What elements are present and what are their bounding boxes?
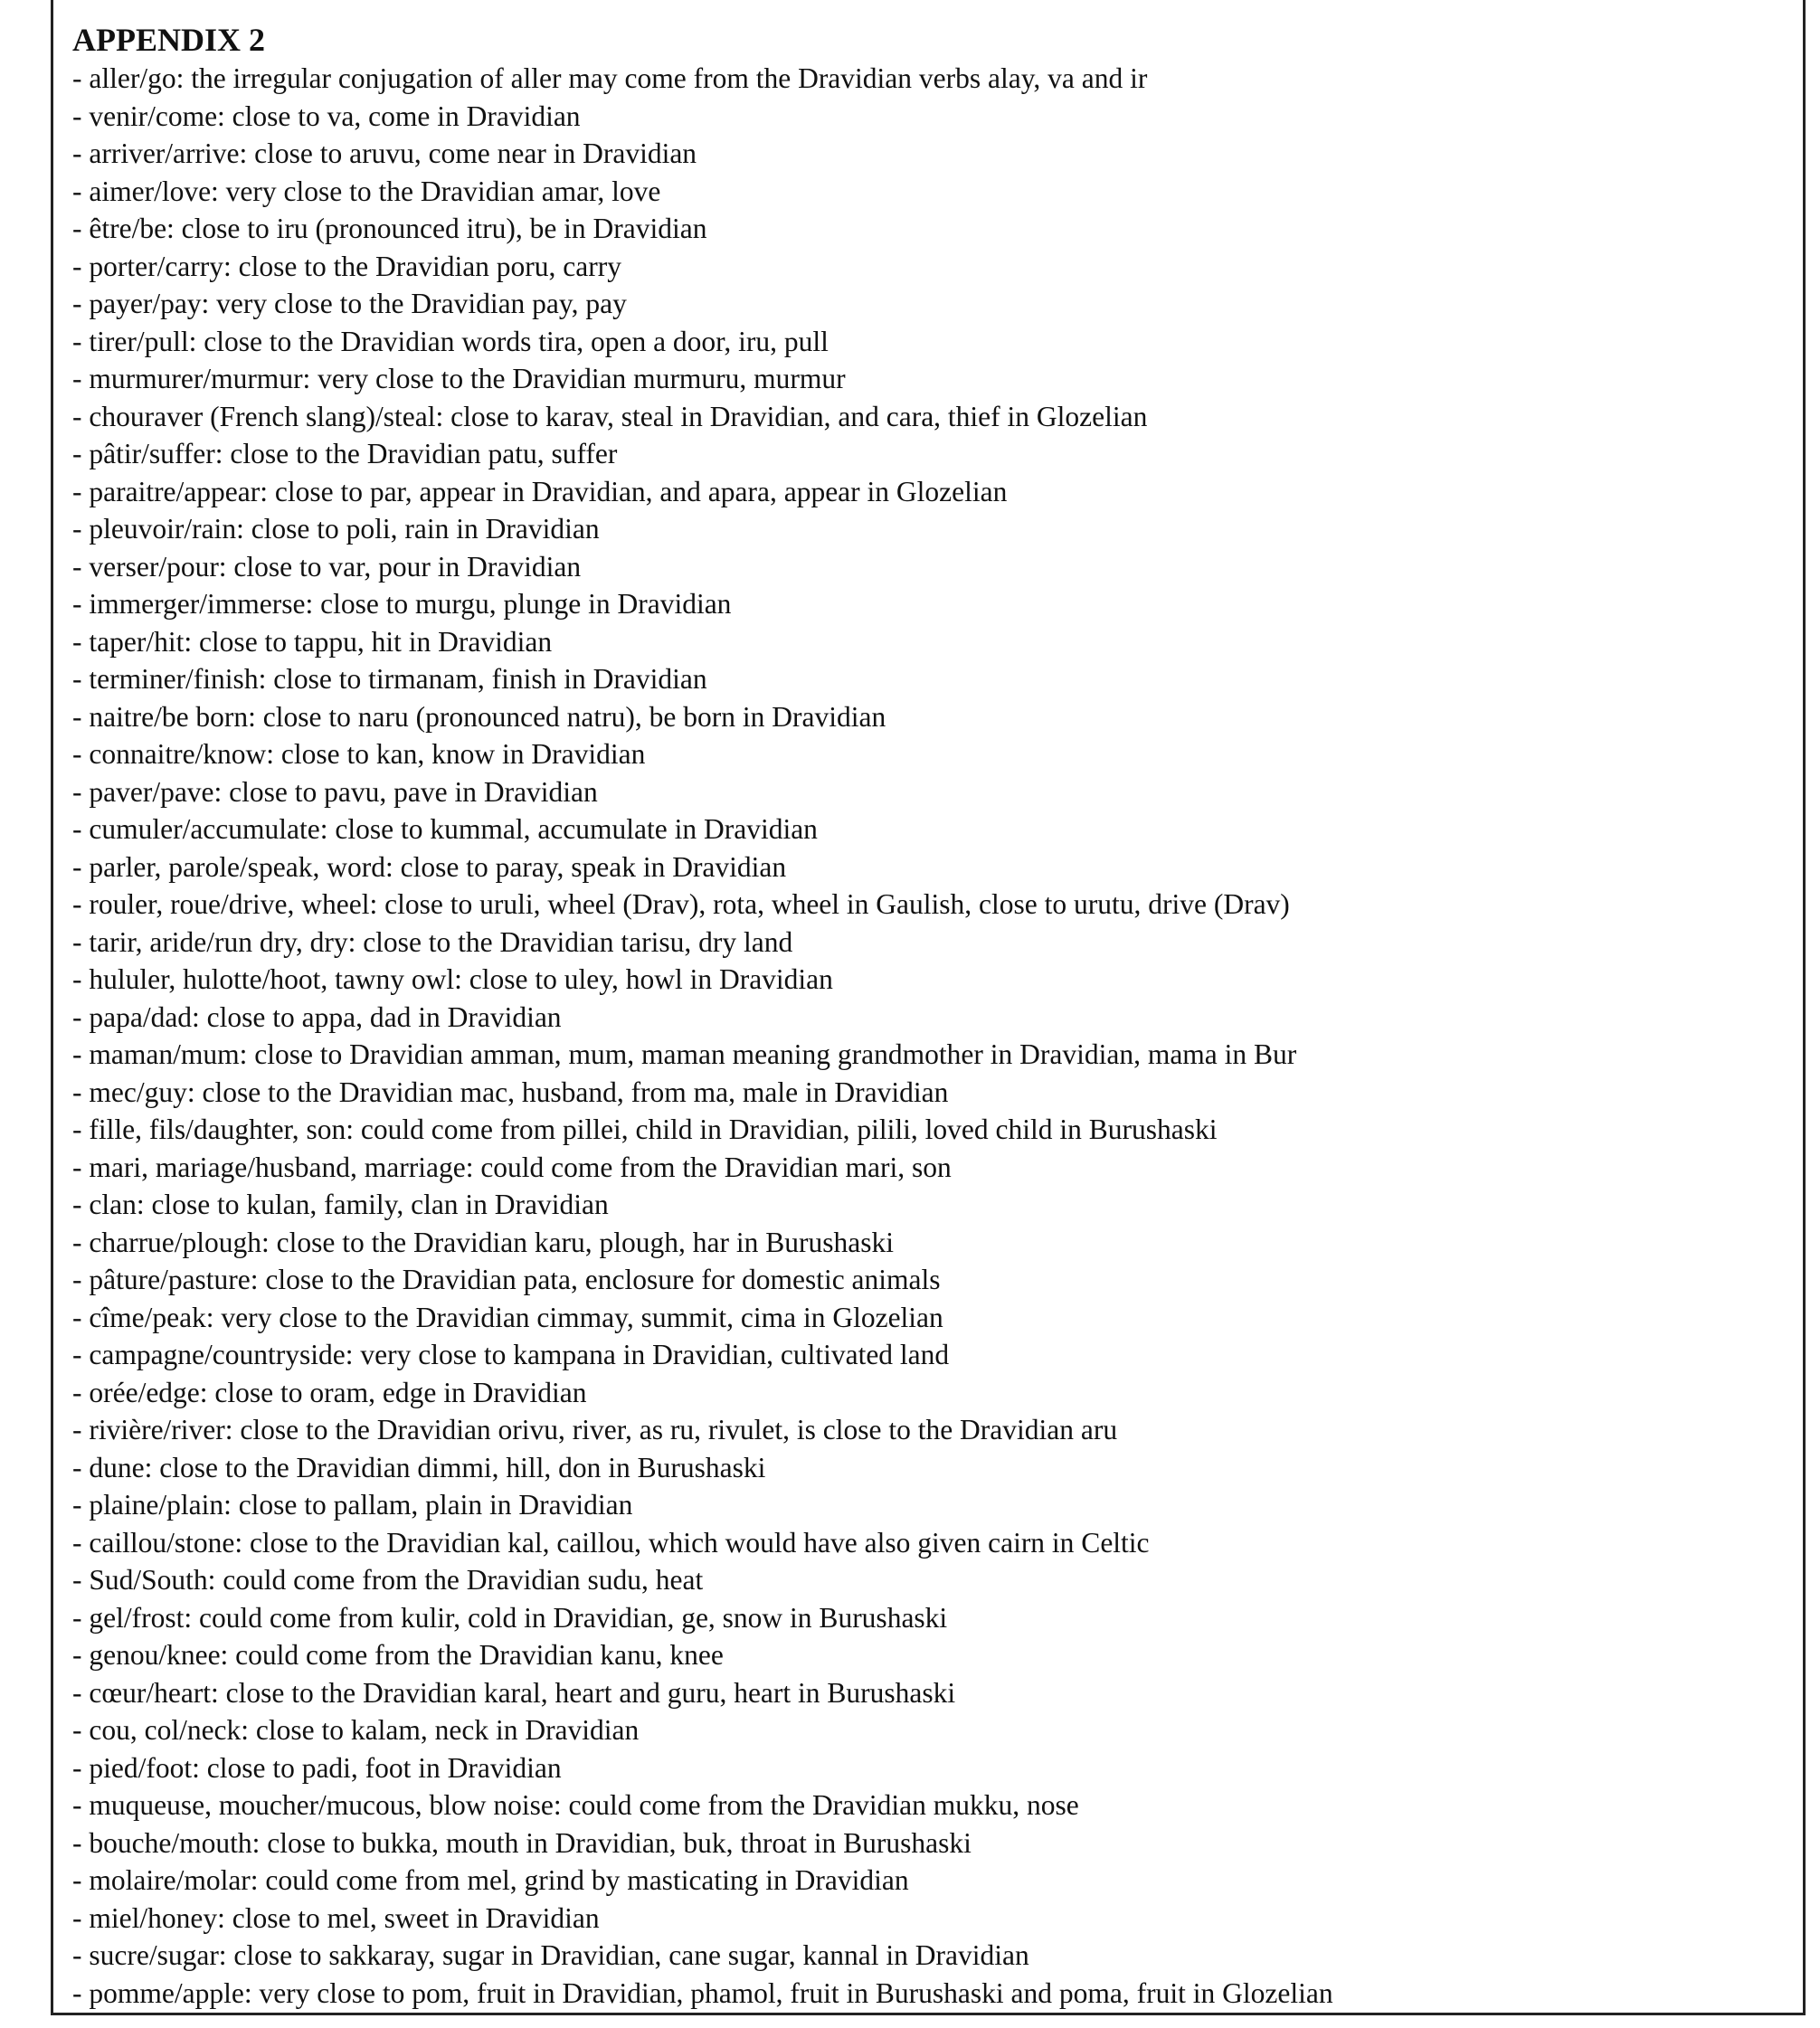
- appendix-content: [72, 20, 1791, 2012]
- list-item: - pâtir/suffer: close to the Dravidian patu, suffer: [72, 438, 618, 469]
- list-item: - mec/guy: close to the Dravidian mac, husband, from ma, male in Dravidian: [72, 1076, 949, 1108]
- list-item: - rouler, roue/drive, wheel: close to uruli, wheel (Drav), rota, wheel in Gaulish, close to urutu, drive (Drav): [72, 888, 1290, 920]
- list-item: - caillou/stone: close to the Dravidian kal, caillou, which would have also given cairn in Celtic: [72, 1526, 1150, 1559]
- list-item: - maman/mum: close to Dravidian amman, mum, maman meaning grandmother in Dravidian, mama in Bur: [72, 1038, 1297, 1070]
- list-item: - venir/come: close to va, come in Dravidian: [72, 100, 581, 132]
- list-item: - molaire/molar: could come from mel, grind by masticating in Dravidian: [72, 1864, 909, 1896]
- list-item: - aller/go: the irregular conjugation of aller may come from the Dravidian verbs alay, va and ir: [72, 62, 1148, 94]
- appendix-title: APPENDIX 2: [72, 22, 265, 58]
- list-item: - terminer/finish: close to tirmanam, finish in Dravidian: [72, 663, 707, 695]
- list-item: - dune: close to the Dravidian dimmi, hill, don in Burushaski: [72, 1451, 766, 1483]
- list-item: - cumuler/accumulate: close to kummal, accumulate in Dravidian: [72, 813, 818, 845]
- list-item: - genou/knee: could come from the Dravidian kanu, knee: [72, 1639, 724, 1671]
- list-item: - gel/frost: could come from kulir, cold in Dravidian, ge, snow in Burushaski: [72, 1601, 948, 1634]
- list-item: - payer/pay: very close to the Dravidian pay, pay: [72, 288, 627, 319]
- list-item: - naitre/be born: close to naru (pronounced natru), be born in Dravidian: [72, 700, 886, 733]
- list-item: - arriver/arrive: close to aruvu, come near in Dravidian: [72, 137, 697, 169]
- list-item: - pied/foot: close to padi, foot in Dravidian: [72, 1751, 562, 1784]
- list-item: - miel/honey: close to mel, sweet in Dravidian: [72, 1901, 600, 1934]
- list-item: - porter/carry: close to the Dravidian poru, carry: [72, 250, 621, 282]
- list-item: - paraitre/appear: close to par, appear in Dravidian, and apara, appear in Glozelian: [72, 475, 1008, 507]
- list-item: - campagne/countryside: very close to kampana in Dravidian, cultivated land: [72, 1339, 950, 1370]
- list-item: - verser/pour: close to var, pour in Dravidian: [72, 550, 582, 583]
- list-item: - paver/pave: close to pavu, pave in Dravidian: [72, 775, 598, 808]
- list-item: - orée/edge: close to oram, edge in Dravidian: [72, 1376, 587, 1408]
- entry-list: [72, 60, 1791, 2012]
- list-item: - fille, fils/daughter, son: could come from pillei, child in Dravidian, pilili, loved child in Burushaski: [72, 1114, 1218, 1145]
- list-item: - pâture/pasture: close to the Dravidian pata, enclosure for domestic animals: [72, 1264, 941, 1295]
- list-item: - plaine/plain: close to pallam, plain in Dravidian: [72, 1489, 633, 1521]
- list-item: - murmurer/murmur: very close to the Dravidian murmuru, murmur: [72, 363, 846, 394]
- list-item: - pomme/apple: very close to pom, fruit in Dravidian, phamol, fruit in Burushaski and poma, fruit in Glozelian: [72, 1976, 1333, 2009]
- list-item: - rivière/river: close to the Dravidian orivu, river, as ru, rivulet, is close to the Dravidian aru: [72, 1414, 1118, 1445]
- list-item: - cœur/heart: close to the Dravidian karal, heart and guru, heart in Burushaski: [72, 1676, 956, 1709]
- list-item: - cou, col/neck: close to kalam, neck in Dravidian: [72, 1714, 640, 1746]
- list-item: - aimer/love: very close to the Dravidian amar, love: [72, 175, 661, 207]
- list-item: - tarir, aride/run dry, dry: close to the Dravidian tarisu, dry land: [72, 925, 793, 958]
- list-item: - parler, parole/speak, word: close to paray, speak in Dravidian: [72, 850, 787, 883]
- list-item: - hululer, hulotte/hoot, tawny owl: close to uley, howl in Dravidian: [72, 963, 833, 995]
- list-item: - sucre/sugar: close to sakkaray, sugar in Dravidian, cane sugar, kannal in Dravidian: [72, 1939, 1029, 1971]
- list-item: - immerger/immerse: close to murgu, plunge in Dravidian: [72, 588, 732, 620]
- list-item: - charrue/plough: close to the Dravidian karu, plough, har in Burushaski: [72, 1226, 895, 1258]
- list-item: - papa/dad: close to appa, dad in Dravidian: [72, 1000, 562, 1033]
- list-item: - chouraver (French slang)/steal: close to karav, steal in Dravidian, and cara, thief in Glozelian: [72, 400, 1148, 432]
- list-item: - bouche/mouth: close to bukka, mouth in Dravidian, buk, throat in Burushaski: [72, 1826, 972, 1859]
- list-item: - pleuvoir/rain: close to poli, rain in Dravidian: [72, 513, 600, 545]
- list-item: - être/be: close to iru (pronounced itru), be in Dravidian: [72, 213, 707, 244]
- list-item: - connaitre/know: close to kan, know in Dravidian: [72, 738, 646, 770]
- list-item: - clan: close to kulan, family, clan in Dravidian: [72, 1189, 609, 1220]
- list-item: - tirer/pull: close to the Dravidian words tira, open a door, iru, pull: [72, 325, 829, 357]
- list-item: - mari, mariage/husband, marriage: could come from the Dravidian mari, son: [72, 1151, 952, 1183]
- list-item: - taper/hit: close to tappu, hit in Dravidian: [72, 625, 553, 658]
- list-item: - cîme/peak: very close to the Dravidian cimmay, summit, cima in Glozelian: [72, 1301, 943, 1333]
- list-item: - muqueuse, moucher/mucous, blow noise: could come from the Dravidian mukku, nose: [72, 1789, 1079, 1821]
- list-item: - Sud/South: could come from the Dravidian sudu, heat: [72, 1564, 704, 1596]
